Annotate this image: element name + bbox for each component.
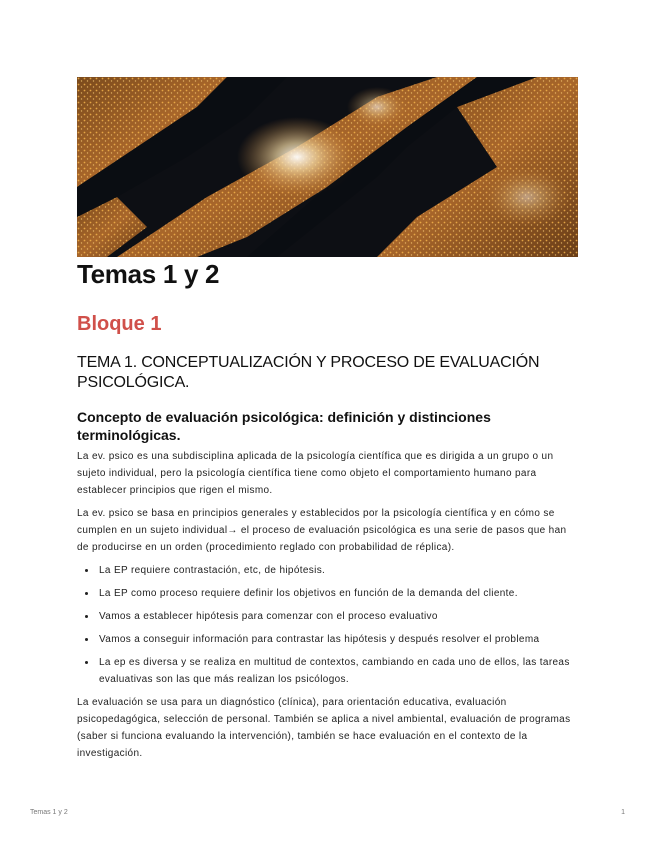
footer-document-name: Temas 1 y 2: [30, 809, 68, 816]
subtopic-heading: Concepto de evaluación psicológica: definición y distinciones terminológicas.: [77, 409, 491, 443]
paragraph: La ev. psico se basa en principios generales y establecidos por la psicología científica y en cómo se cumplen en un sujeto individual→ el proceso de evaluación psicológica es una serie de pasos que han de producirse en un orden (procedimiento reglado con probabilidad de réplica).: [77, 508, 567, 553]
document-body: [77, 448, 577, 768]
list-item: • Vamos a conseguir información para contrastar las hipótesis y después resolver el problema: [97, 631, 577, 648]
list-item: • La EP como proceso requiere definir los objetivos en función de la demanda del cliente.: [97, 585, 577, 602]
list-item: • La EP requiere contrastación, etc, de hipótesis.: [97, 562, 577, 579]
list-item: • La ep es diversa y se realiza en multitud de contextos, cambiando en cada uno de ellos, las tareas evaluativas son las que más realizan los psicólogos.: [97, 654, 577, 688]
paragraph: La evaluación se usa para un diagnóstico (clínica), para orientación educativa, evaluación psicopedagógica, selección de personal. También se aplica a nivel ambiental, evaluación de programas (saber si funciona evaluando la intervención), también se hace evaluación en el contexto de la investigación.: [77, 697, 571, 759]
document-title: Temas 1 y 2: [77, 259, 220, 289]
section-heading: Bloque 1: [77, 313, 162, 335]
bullet-list: [77, 562, 577, 688]
paragraph: La ev. psico es una subdisciplina aplicada de la psicología científica que es dirigida a un grupo o un sujeto individual, pero la psicología científica tiene como objeto el comportamiento humano para establecer principios que rigen el mismo.: [77, 451, 554, 496]
footer-page-number: 1: [621, 809, 625, 816]
city-lights-illustration: [77, 77, 578, 257]
topic-heading: TEMA 1. CONCEPTUALIZACIÓN Y PROCESO DE EVALUACIÓN PSICOLÓGICA.: [77, 354, 540, 391]
list-item: • Vamos a establecer hipótesis para comenzar con el proceso evaluativo: [97, 608, 577, 625]
cover-image-city-night: [77, 77, 578, 257]
